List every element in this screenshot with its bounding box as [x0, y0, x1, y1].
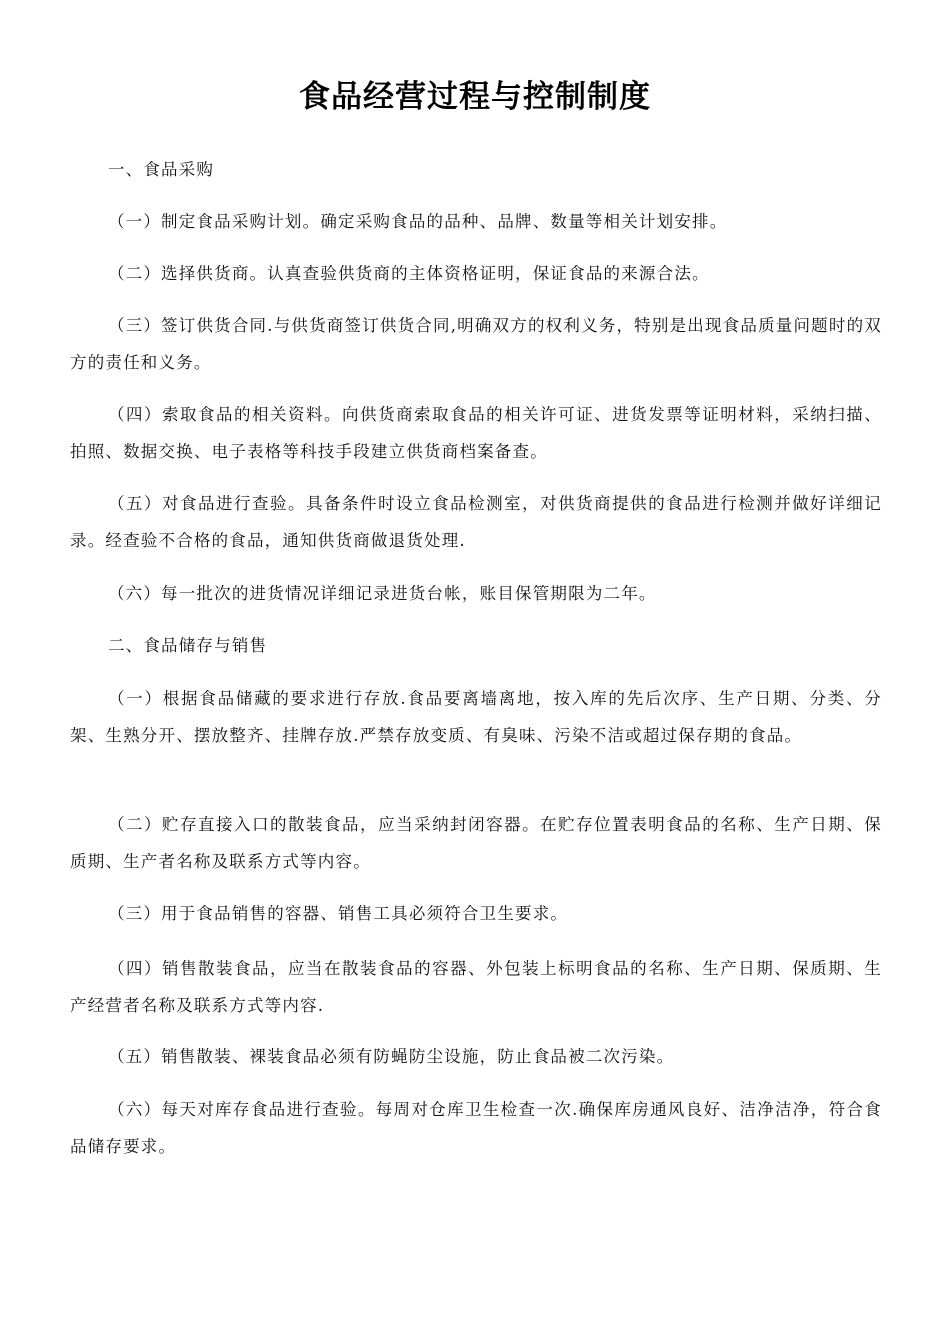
paragraph-procurement-2: （二）选择供货商。认真查验供货商的主体资格证明，保证食品的来源合法。: [107, 264, 710, 283]
paragraph-storage-5: （五）销售散装、裸装食品必须有防蝇防尘设施，防止食品被二次污染。: [107, 1047, 675, 1066]
paragraph-storage-2: （二）贮存直接入口的散装食品，应当采纳封闭容器。在贮存位置表明食品的名称、生产日期、保质期、生产者名称及联系方式等内容。: [70, 815, 882, 871]
paragraph-storage-6: （六）每天对库存食品进行查验。每周对仓库卫生检查一次.确保库房通风良好、洁净洁净，符合食品储存要求。: [70, 1100, 882, 1156]
paragraph-procurement-5: （五）对食品进行查验。具备条件时设立食品检测室，对供货商提供的食品进行检测并做好详细记录。经查验不合格的食品，通知供货商做退货处理.: [70, 494, 882, 550]
paragraph-procurement-1: （一）制定食品采购计划。确定采购食品的品种、品牌、数量等相关计划安排。: [107, 212, 728, 231]
paragraph-storage-3: （三）用于食品销售的容器、销售工具必须符合卫生要求。: [107, 904, 569, 923]
paragraph-procurement-4: （四）索取食品的相关资料。向供货商索取食品的相关许可证、进货发票等证明材料，采纳扫描、拍照、数据交换、电子表格等科技手段建立供货商档案备查。: [70, 405, 882, 461]
paragraph-procurement-6: （六）每一批次的进货情况详细记录进货台帐，账目保管期限为二年。: [107, 584, 657, 603]
paragraph-storage-4: （四）销售散装食品，应当在散装食品的容器、外包装上标明食品的名称、生产日期、保质期、生产经营者名称及联系方式等内容.: [70, 959, 882, 1015]
paragraph-procurement-3: （三）签订供货合同.与供货商签订供货合同,明确双方的权利义务，特别是出现食品质量问题时的双方的责任和义务。: [70, 316, 882, 372]
section-heading-procurement: 一、食品采购: [107, 160, 215, 179]
document-title: 食品经营过程与控制制度: [299, 79, 651, 115]
paragraph-storage-1: （一）根据食品储藏的要求进行存放.食品要离墙离地，按入库的先后次序、生产日期、分类、分架、生熟分开、摆放整齐、挂牌存放.严禁存放变质、有臭味、污染不洁或超过保存期的食品。: [70, 689, 882, 745]
section-heading-storage-sales: 二、食品储存与销售: [107, 636, 268, 655]
